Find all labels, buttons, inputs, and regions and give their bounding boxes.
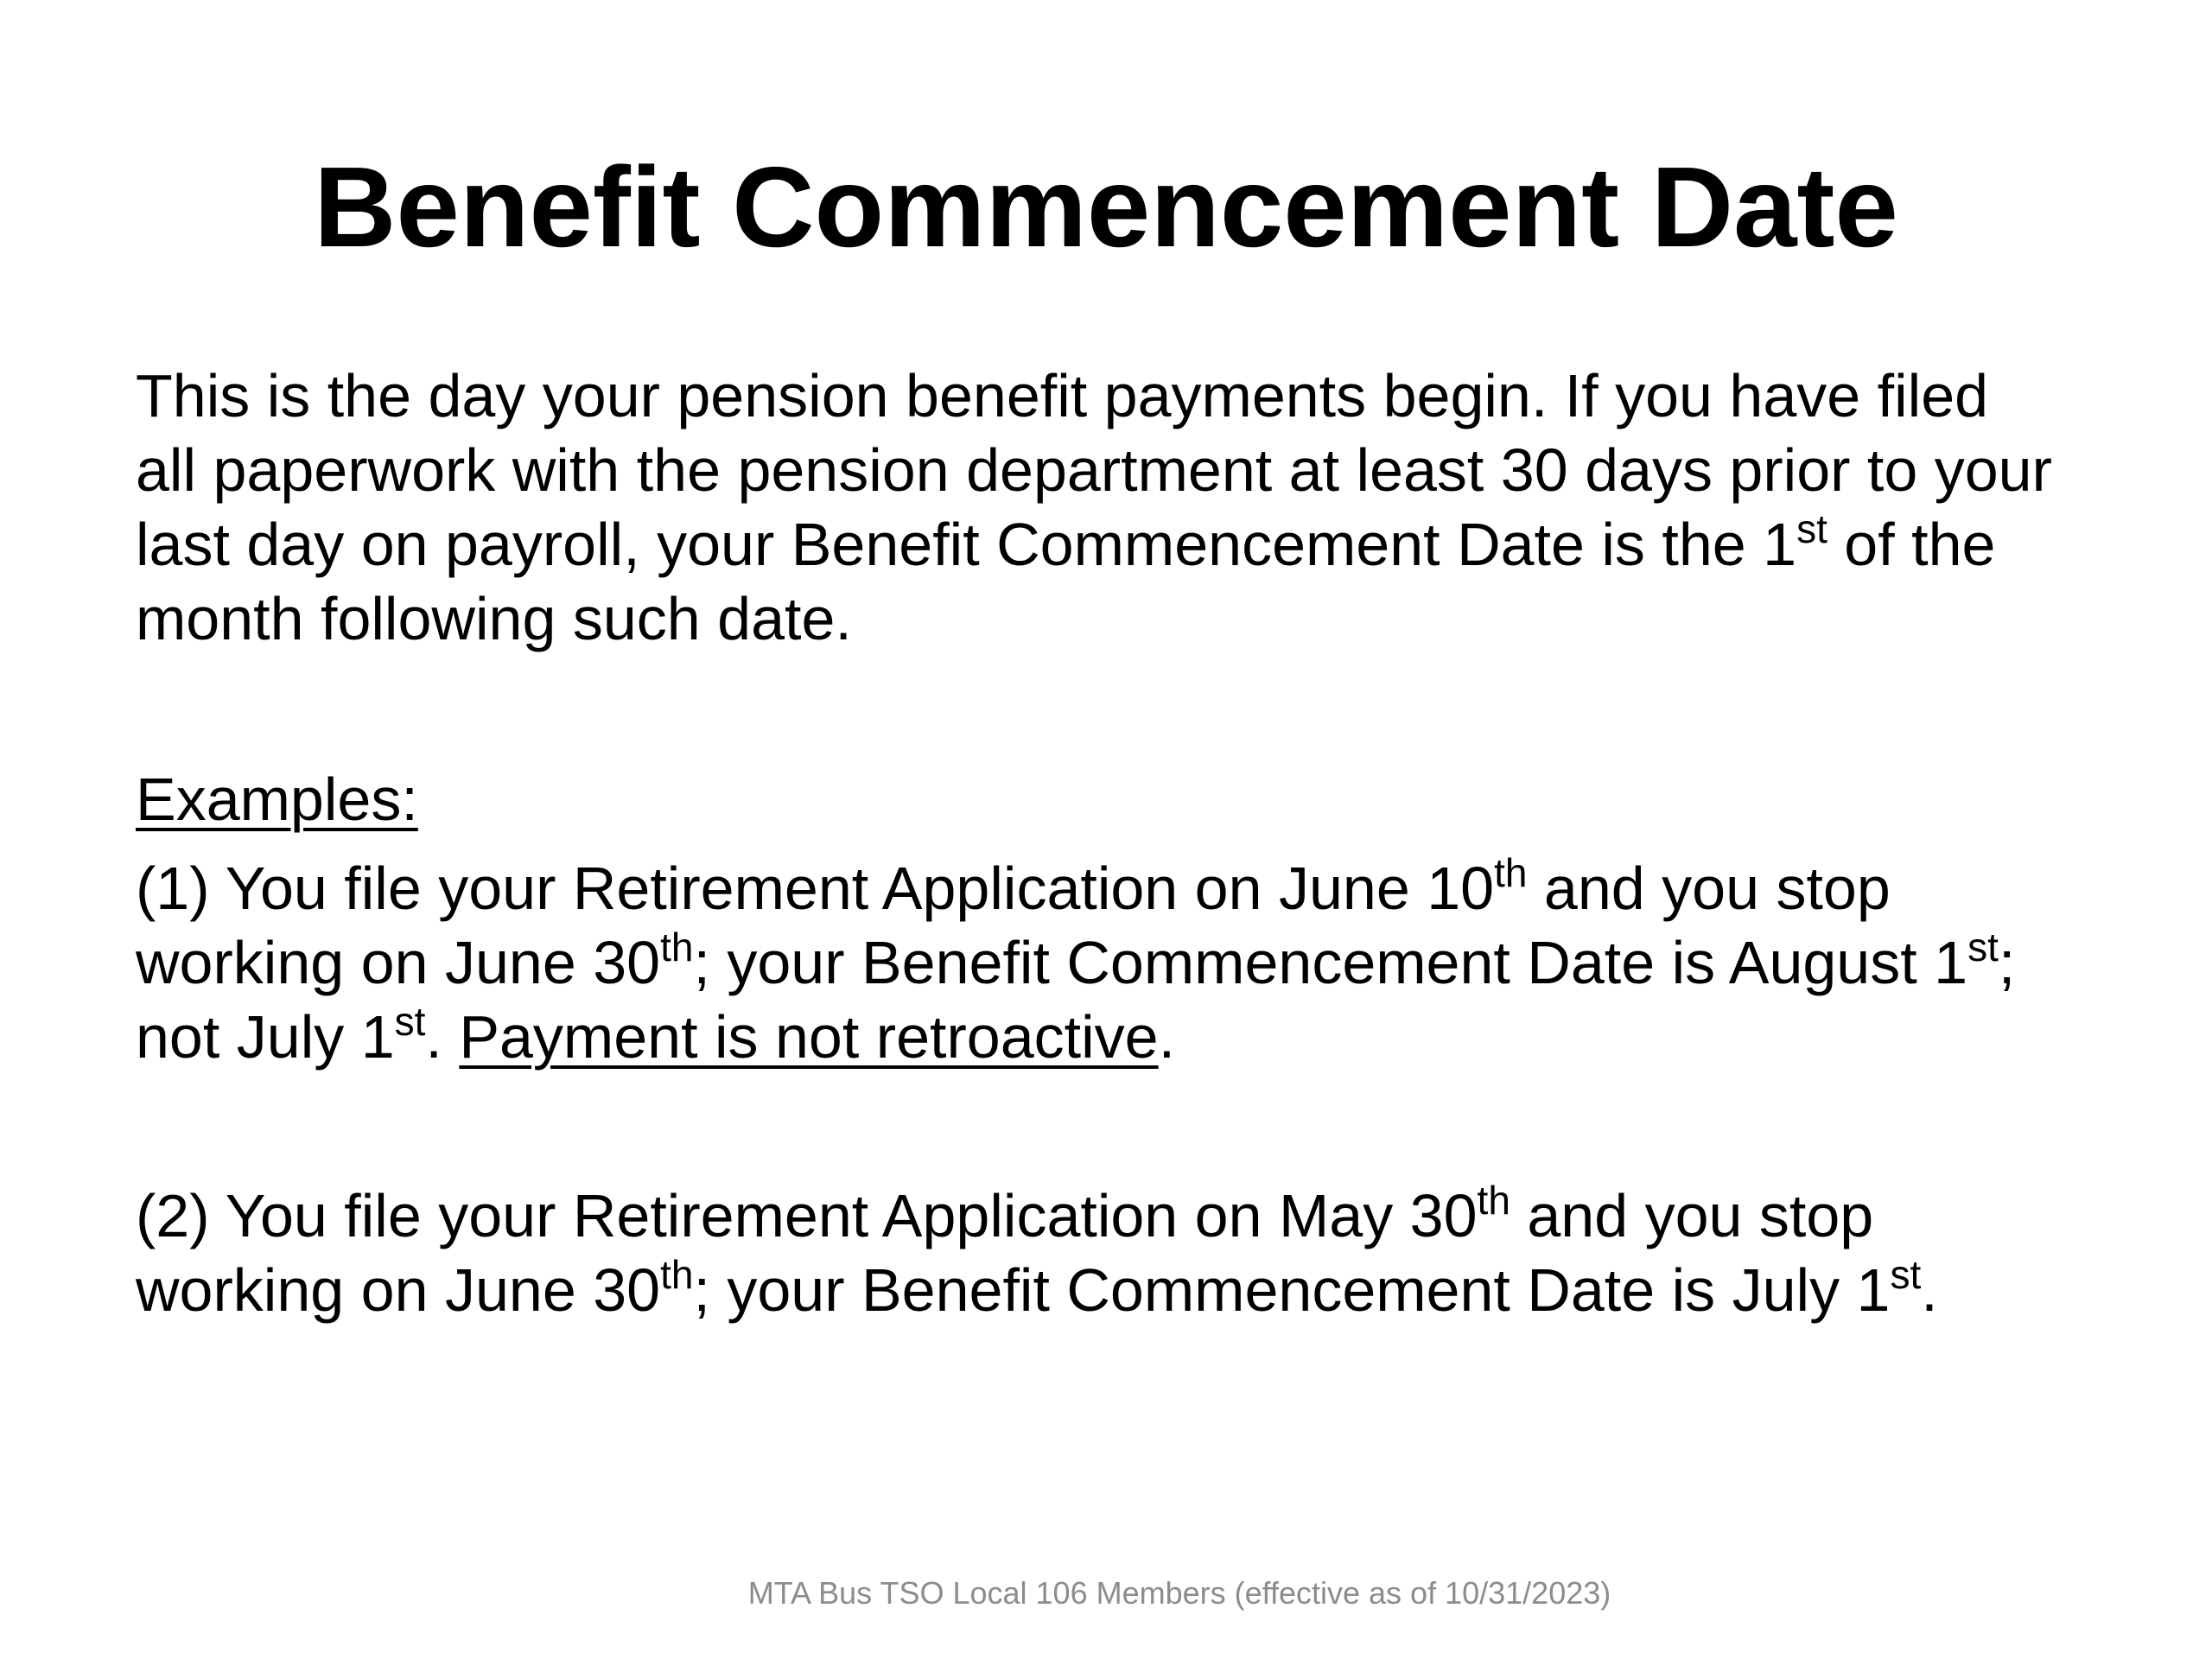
example-1-line-3 bbox=[136, 1000, 2123, 1074]
example-1-text-3a: not July 1 bbox=[136, 1003, 395, 1071]
intro-line-4 bbox=[136, 582, 2123, 656]
ordinal-suffix: st bbox=[394, 999, 426, 1044]
example-2-line-2 bbox=[136, 1253, 2123, 1327]
example-2-paragraph bbox=[136, 1179, 2123, 1327]
intro-text-1: This is the day your pension benefit payments begin. If you have filed bbox=[136, 362, 1989, 429]
intro-line-1 bbox=[136, 359, 2123, 433]
example-2-text-1a: (2) You file your Retirement Application on May 30 bbox=[136, 1182, 1478, 1249]
example-1-text-3c: . bbox=[1158, 1003, 1176, 1071]
retroactive-note: Payment is not retroactive bbox=[459, 1003, 1159, 1071]
ordinal-suffix: st bbox=[1967, 925, 1999, 969]
example-1-text-2a: working on June 30 bbox=[136, 929, 661, 996]
example-1-text-2c: ; bbox=[1998, 929, 2016, 996]
example-1-paragraph bbox=[136, 851, 2123, 1074]
example-1-text-2b: ; your Benefit Commencement Date is August 1 bbox=[693, 929, 1968, 996]
example-2-text-2a: working on June 30 bbox=[136, 1256, 661, 1324]
example-2-text-2c: . bbox=[1921, 1256, 1938, 1324]
ordinal-suffix: th bbox=[1477, 1178, 1510, 1223]
examples-heading: Examples: bbox=[136, 766, 418, 833]
intro-text-3a: last day on payroll, your Benefit Commencement Date is the 1 bbox=[136, 511, 1797, 578]
example-2-line-1 bbox=[136, 1179, 2123, 1253]
example-1-text-3b: . bbox=[425, 1003, 460, 1071]
intro-text-4: month following such date. bbox=[136, 585, 852, 652]
intro-text-2: all paperwork with the pension department at least 30 days prior to your bbox=[136, 436, 2052, 504]
ordinal-suffix: th bbox=[660, 925, 694, 969]
examples-heading-block bbox=[136, 762, 2123, 836]
example-1-text-1a: (1) You file your Retirement Application on June 10 bbox=[136, 855, 1495, 922]
example-1-line-2 bbox=[136, 925, 2123, 1000]
example-2-text-1b: and you stop bbox=[1510, 1182, 1874, 1249]
ordinal-suffix: st bbox=[1796, 506, 1827, 551]
intro-line-3 bbox=[136, 507, 2123, 582]
ordinal-suffix: th bbox=[1494, 850, 1528, 895]
ordinal-suffix: st bbox=[1890, 1252, 1922, 1297]
example-1-text-1b: and you stop bbox=[1527, 855, 1891, 922]
slide-title: Benefit Commencement Date bbox=[314, 143, 1898, 270]
intro-paragraph bbox=[136, 359, 2123, 656]
ordinal-suffix: th bbox=[660, 1252, 694, 1297]
intro-text-3b: of the bbox=[1827, 511, 1996, 578]
intro-line-2 bbox=[136, 433, 2123, 507]
example-1-line-1 bbox=[136, 851, 2123, 925]
example-2-text-2b: ; your Benefit Commencement Date is July 1 bbox=[693, 1256, 1891, 1324]
slide-footer: MTA Bus TSO Local 106 Members (effective as of 10/31/2023) bbox=[747, 1575, 1611, 1611]
